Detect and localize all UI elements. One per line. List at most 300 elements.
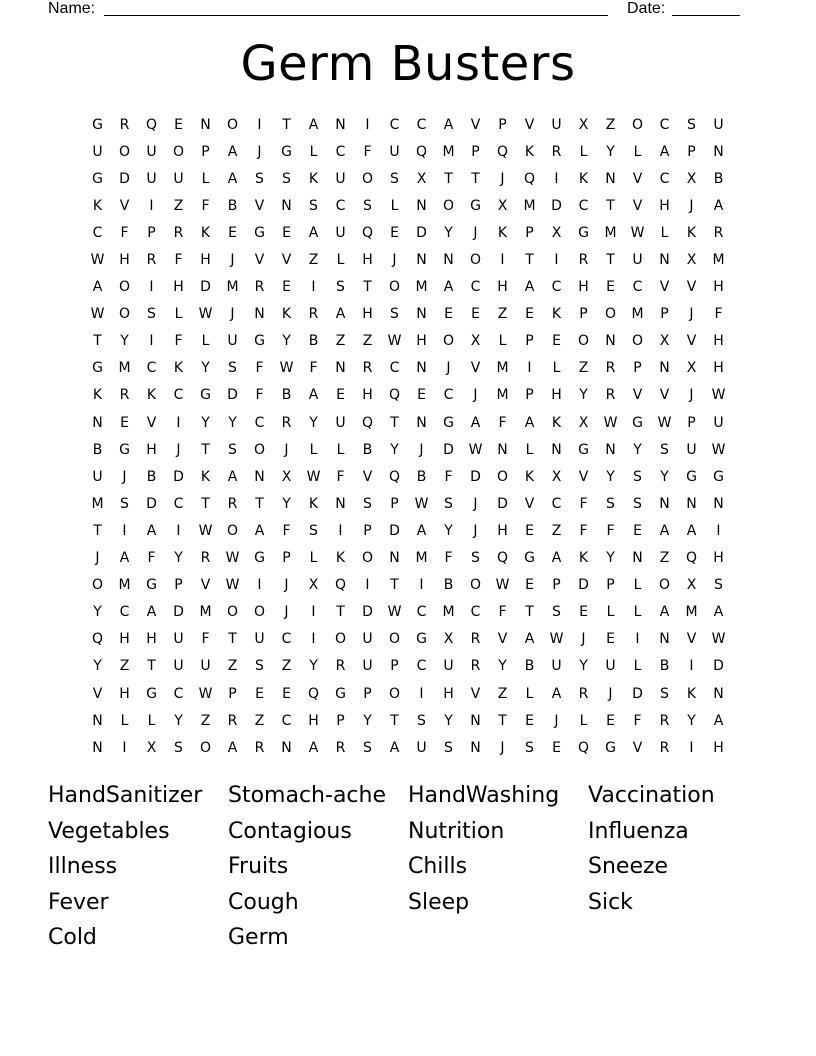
grid-letter: T <box>201 495 210 512</box>
grid-letter: X <box>443 631 454 648</box>
grid-letter: O <box>631 116 644 133</box>
grid-letter: D <box>119 170 130 187</box>
grid-letter: B <box>659 658 670 675</box>
grid-letter: M <box>631 306 644 323</box>
grid-letter: P <box>525 387 534 404</box>
grid-letter: Y <box>174 712 183 729</box>
grid-letter: E <box>282 224 291 241</box>
grid-letter: O <box>388 279 401 296</box>
grid-letter: A <box>227 143 238 160</box>
grid-letter: S <box>174 739 183 756</box>
grid-letter: X <box>416 170 427 187</box>
grid-letter: W <box>414 495 429 512</box>
grid-letter: I <box>257 116 262 133</box>
grid-letter: D <box>443 441 454 458</box>
grid-letter: V <box>470 116 481 133</box>
name-blank-line <box>104 15 608 16</box>
grid-letter: U <box>146 170 157 187</box>
grid-letter: F <box>579 495 588 512</box>
grid-letter: Y <box>606 468 615 485</box>
grid-letter: P <box>147 224 156 241</box>
grid-letter: J <box>473 224 478 241</box>
grid-letter: U <box>713 414 724 431</box>
grid-letter: A <box>227 739 238 756</box>
grid-letter: V <box>497 631 508 648</box>
grid-letter: K <box>281 306 292 323</box>
grid-letter: A <box>335 306 346 323</box>
grid-letter: D <box>470 468 481 485</box>
grid-letter: N <box>335 360 346 377</box>
grid-letter: A <box>551 685 562 702</box>
grid-letter: U <box>443 658 454 675</box>
grid-letter: N <box>281 739 292 756</box>
grid-letter: K <box>551 414 562 431</box>
grid-letter: A <box>227 170 238 187</box>
grid-letter: G <box>119 441 130 458</box>
grid-letter: N <box>605 170 616 187</box>
grid-letter: N <box>470 739 481 756</box>
grid-letter: V <box>632 197 643 214</box>
grid-letter: X <box>686 170 697 187</box>
grid-letter: I <box>338 522 343 539</box>
word-bank-item: HandSanitizer <box>48 783 203 808</box>
grid-letter: G <box>146 577 157 594</box>
grid-letter: N <box>659 252 670 269</box>
grid-letter: N <box>497 441 508 458</box>
grid-letter: L <box>174 306 183 323</box>
grid-letter: A <box>524 414 535 431</box>
grid-letter: F <box>282 522 291 539</box>
grid-letter: B <box>713 170 724 187</box>
grid-letter: K <box>578 550 589 567</box>
grid-letter: Q <box>496 143 509 160</box>
grid-letter: H <box>713 550 724 567</box>
grid-letter: M <box>604 224 617 241</box>
grid-letter: J <box>122 468 127 485</box>
grid-letter: C <box>470 604 481 621</box>
grid-letter: J <box>473 495 478 512</box>
grid-letter: I <box>554 252 559 269</box>
grid-letter: S <box>633 495 642 512</box>
grid-letter: J <box>689 306 694 323</box>
grid-letter: L <box>552 360 561 377</box>
grid-letter: Z <box>200 712 211 729</box>
word-bank-item: Sneeze <box>588 854 669 880</box>
grid-letter: D <box>227 387 238 404</box>
grid-letter: P <box>498 116 507 133</box>
date-blank-line <box>672 15 740 16</box>
grid-letter: R <box>254 279 265 296</box>
grid-letter: P <box>282 550 291 567</box>
grid-letter: Q <box>307 685 320 702</box>
grid-letter: Q <box>361 224 374 241</box>
grid-letter: H <box>119 631 130 648</box>
grid-letter: T <box>606 252 615 269</box>
grid-letter: H <box>713 739 724 756</box>
grid-letter: G <box>254 333 265 350</box>
word-bank-item: Stomach-ache <box>228 783 386 808</box>
grid-letter: G <box>632 414 643 431</box>
grid-letter: A <box>308 116 319 133</box>
grid-letter: L <box>525 685 534 702</box>
grid-letter: S <box>390 306 399 323</box>
grid-letter: E <box>633 522 642 539</box>
grid-letter: O <box>199 739 212 756</box>
grid-letter: G <box>470 197 481 214</box>
grid-letter: G <box>335 685 346 702</box>
grid-letter: G <box>713 468 724 485</box>
grid-letter: T <box>498 712 507 729</box>
grid-letter: Z <box>335 333 346 350</box>
grid-letter: J <box>392 252 397 269</box>
grid-letter: P <box>525 333 534 350</box>
grid-letter: U <box>200 658 211 675</box>
grid-letter: Y <box>93 658 102 675</box>
grid-letter: U <box>551 116 562 133</box>
grid-letter: C <box>470 279 481 296</box>
grid-letter: D <box>362 604 373 621</box>
grid-letter: K <box>92 197 103 214</box>
grid-letter: S <box>444 495 453 512</box>
grid-letter: O <box>442 333 455 350</box>
word-bank-item: Fever <box>48 889 109 915</box>
grid-letter: U <box>335 170 346 187</box>
grid-letter: R <box>335 658 346 675</box>
grid-letter: X <box>659 333 670 350</box>
grid-letter: U <box>227 333 238 350</box>
grid-letter: Y <box>309 658 318 675</box>
grid-letter: U <box>173 170 184 187</box>
grid-letter: C <box>659 170 670 187</box>
grid-letter: N <box>605 333 616 350</box>
grid-letter: A <box>713 604 724 621</box>
grid-letter: S <box>660 441 669 458</box>
grid-letter: K <box>551 306 562 323</box>
grid-letter: W <box>279 360 294 377</box>
grid-letter: R <box>605 360 616 377</box>
grid-letter: C <box>335 197 346 214</box>
grid-letter: M <box>685 604 698 621</box>
grid-letter: Y <box>93 604 102 621</box>
grid-letter: A <box>551 550 562 567</box>
grid-letter: E <box>174 116 183 133</box>
grid-letter: U <box>173 658 184 675</box>
grid-letter: K <box>173 360 184 377</box>
grid-letter: K <box>146 387 157 404</box>
grid-letter: O <box>388 631 401 648</box>
grid-letter: Z <box>659 550 670 567</box>
grid-letter: I <box>176 414 181 431</box>
grid-letter: C <box>389 116 400 133</box>
grid-letter: I <box>365 116 370 133</box>
grid-letter: N <box>416 360 427 377</box>
grid-letter: Y <box>390 441 399 458</box>
grid-letter: I <box>149 279 154 296</box>
grid-letter: U <box>146 143 157 160</box>
grid-letter: P <box>390 658 399 675</box>
grid-letter: S <box>120 495 129 512</box>
grid-letter: I <box>689 658 694 675</box>
grid-letter: J <box>284 441 289 458</box>
grid-letter: M <box>442 604 455 621</box>
grid-letter: R <box>227 712 238 729</box>
grid-letter: U <box>173 631 184 648</box>
grid-letter: A <box>308 224 319 241</box>
grid-letter: H <box>659 197 670 214</box>
grid-letter: Q <box>496 550 509 567</box>
grid-letter: N <box>659 360 670 377</box>
grid-letter: N <box>416 252 427 269</box>
grid-letter: X <box>470 333 481 350</box>
grid-letter: M <box>496 387 509 404</box>
grid-letter: U <box>362 631 373 648</box>
grid-letter: N <box>416 414 427 431</box>
grid-letter: F <box>201 631 210 648</box>
word-bank-item: Contagious <box>228 818 352 844</box>
grid-letter: N <box>92 414 103 431</box>
grid-letter: M <box>415 279 428 296</box>
grid-letter: O <box>253 441 266 458</box>
grid-letter: R <box>362 360 373 377</box>
grid-letter: W <box>225 550 240 567</box>
grid-letter: C <box>146 360 157 377</box>
grid-letter: K <box>308 495 319 512</box>
grid-letter: K <box>524 143 535 160</box>
word-bank-item: Sick <box>588 889 633 915</box>
grid-letter: N <box>443 252 454 269</box>
grid-letter: I <box>311 631 316 648</box>
grid-letter: D <box>713 658 724 675</box>
grid-letter: E <box>282 685 291 702</box>
grid-letter: H <box>443 685 454 702</box>
grid-letter: N <box>470 712 481 729</box>
grid-letter: U <box>605 658 616 675</box>
grid-letter: X <box>686 577 697 594</box>
grid-letter: V <box>281 252 292 269</box>
grid-letter: C <box>389 360 400 377</box>
grid-letter: S <box>309 197 318 214</box>
grid-letter: P <box>228 685 237 702</box>
grid-letter: F <box>714 306 723 323</box>
grid-letter: B <box>443 577 454 594</box>
grid-letter: P <box>201 143 210 160</box>
grid-letter: K <box>686 224 697 241</box>
grid-letter: U <box>551 658 562 675</box>
grid-letter: U <box>389 143 400 160</box>
grid-letter: S <box>660 685 669 702</box>
grid-letter: P <box>606 577 615 594</box>
grid-letter: Z <box>551 522 562 539</box>
grid-letter: N <box>686 495 697 512</box>
word-bank-item: HandWashing <box>408 783 560 808</box>
grid-letter: G <box>605 739 616 756</box>
grid-letter: L <box>579 712 588 729</box>
grid-letter: D <box>416 224 427 241</box>
grid-letter: H <box>713 279 724 296</box>
grid-letter: R <box>119 116 130 133</box>
grid-letter: L <box>309 143 318 160</box>
grid-letter: N <box>659 495 670 512</box>
grid-letter: Y <box>606 550 615 567</box>
grid-letter: T <box>390 577 399 594</box>
grid-letter: I <box>554 170 559 187</box>
grid-letter: L <box>309 550 318 567</box>
grid-letter: T <box>228 631 237 648</box>
grid-letter: T <box>471 170 480 187</box>
grid-letter: Z <box>254 712 265 729</box>
grid-letter: N <box>713 495 724 512</box>
grid-letter: F <box>174 252 183 269</box>
grid-letter: G <box>524 550 535 567</box>
grid-letter: J <box>500 170 505 187</box>
grid-letter: N <box>335 495 346 512</box>
grid-letter: U <box>362 658 373 675</box>
grid-letter: D <box>173 604 184 621</box>
grid-letter: N <box>92 712 103 729</box>
grid-letter: I <box>419 577 424 594</box>
grid-letter: V <box>659 387 670 404</box>
grid-letter: H <box>362 387 373 404</box>
grid-letter: A <box>416 522 427 539</box>
grid-letter: F <box>255 360 264 377</box>
grid-letter: S <box>714 577 723 594</box>
grid-letter: T <box>606 197 615 214</box>
grid-letter: R <box>605 387 616 404</box>
grid-letter: J <box>284 604 289 621</box>
grid-letter: G <box>92 360 103 377</box>
word-bank-item: Vaccination <box>588 783 715 808</box>
grid-letter: W <box>711 387 726 404</box>
grid-letter: E <box>255 685 264 702</box>
grid-letter: W <box>711 441 726 458</box>
grid-letter: I <box>257 577 262 594</box>
grid-letter: N <box>416 306 427 323</box>
grid-letter: Y <box>579 387 588 404</box>
word-bank-item: Influenza <box>588 818 689 844</box>
grid-letter: C <box>659 116 670 133</box>
header-row <box>0 0 816 21</box>
grid-letter: Y <box>174 550 183 567</box>
grid-letter: F <box>498 414 507 431</box>
grid-letter: R <box>308 306 319 323</box>
grid-letter: G <box>92 170 103 187</box>
grid-letter: X <box>686 360 697 377</box>
word-bank-item: Sleep <box>408 889 470 915</box>
grid-letter: T <box>390 414 399 431</box>
grid-letter: J <box>554 712 559 729</box>
grid-letter: T <box>93 333 102 350</box>
grid-letter: P <box>633 360 642 377</box>
grid-letter: S <box>282 170 291 187</box>
grid-letter: O <box>91 577 104 594</box>
grid-letter: L <box>336 441 345 458</box>
grid-letter: W <box>198 685 213 702</box>
grid-letter: A <box>227 468 238 485</box>
grid-letter: J <box>230 306 235 323</box>
grid-letter: M <box>415 550 428 567</box>
grid-letter: A <box>659 522 670 539</box>
grid-letter: E <box>390 224 399 241</box>
grid-letter: G <box>443 414 454 431</box>
grid-letter: S <box>687 116 696 133</box>
grid-letter: G <box>200 387 211 404</box>
grid-letter: G <box>578 441 589 458</box>
grid-letter: B <box>281 387 292 404</box>
grid-letter: C <box>632 279 643 296</box>
grid-letter: V <box>254 197 265 214</box>
grid-letter: O <box>226 604 239 621</box>
grid-letter: R <box>659 712 670 729</box>
grid-letter: F <box>309 360 318 377</box>
grid-letter: L <box>579 143 588 160</box>
grid-letter: W <box>387 333 402 350</box>
grid-letter: K <box>578 170 589 187</box>
grid-letter: L <box>147 712 156 729</box>
grid-letter: E <box>552 739 561 756</box>
grid-letter: N <box>281 197 292 214</box>
grid-letter: H <box>146 441 157 458</box>
grid-letter: I <box>311 604 316 621</box>
grid-letter: N <box>335 116 346 133</box>
grid-letter: L <box>201 170 210 187</box>
grid-letter: I <box>365 577 370 594</box>
grid-letter: O <box>172 143 185 160</box>
grid-letter: N <box>254 468 265 485</box>
grid-letter: T <box>93 522 102 539</box>
grid-letter: W <box>603 414 618 431</box>
letter-grid <box>84 111 732 761</box>
grid-letter: E <box>606 279 615 296</box>
puzzle-title: Germ Busters <box>240 36 576 92</box>
grid-letter: U <box>254 631 265 648</box>
grid-letter: S <box>147 306 156 323</box>
grid-letter: K <box>200 468 211 485</box>
grid-letter: M <box>226 279 239 296</box>
grid-letter: U <box>335 414 346 431</box>
grid-letter: Y <box>606 143 615 160</box>
grid-letter: A <box>443 116 454 133</box>
grid-letter: E <box>552 333 561 350</box>
grid-letter: H <box>713 360 724 377</box>
grid-letter: Q <box>577 739 590 756</box>
grid-letter: W <box>225 577 240 594</box>
grid-letter: F <box>498 604 507 621</box>
grid-letter: F <box>444 550 453 567</box>
grid-letter: X <box>551 468 562 485</box>
grid-letter: S <box>552 604 561 621</box>
grid-letter: O <box>226 116 239 133</box>
grid-letter: F <box>201 197 210 214</box>
grid-letter: Y <box>444 522 453 539</box>
grid-letter: Q <box>523 170 536 187</box>
grid-letter: C <box>335 143 346 160</box>
grid-letter: W <box>549 631 564 648</box>
grid-letter: V <box>470 360 481 377</box>
word-bank-item: Nutrition <box>408 818 505 844</box>
grid-letter: L <box>633 604 642 621</box>
grid-letter: F <box>336 468 345 485</box>
grid-letter: K <box>497 224 508 241</box>
grid-letter: T <box>282 116 291 133</box>
grid-letter: C <box>281 712 292 729</box>
grid-letter: X <box>578 414 589 431</box>
grid-letter: J <box>176 441 181 458</box>
grid-letter: I <box>527 360 532 377</box>
grid-letter: K <box>92 387 103 404</box>
grid-letter: T <box>390 712 399 729</box>
grid-letter: G <box>92 116 103 133</box>
grid-letter: O <box>388 685 401 702</box>
